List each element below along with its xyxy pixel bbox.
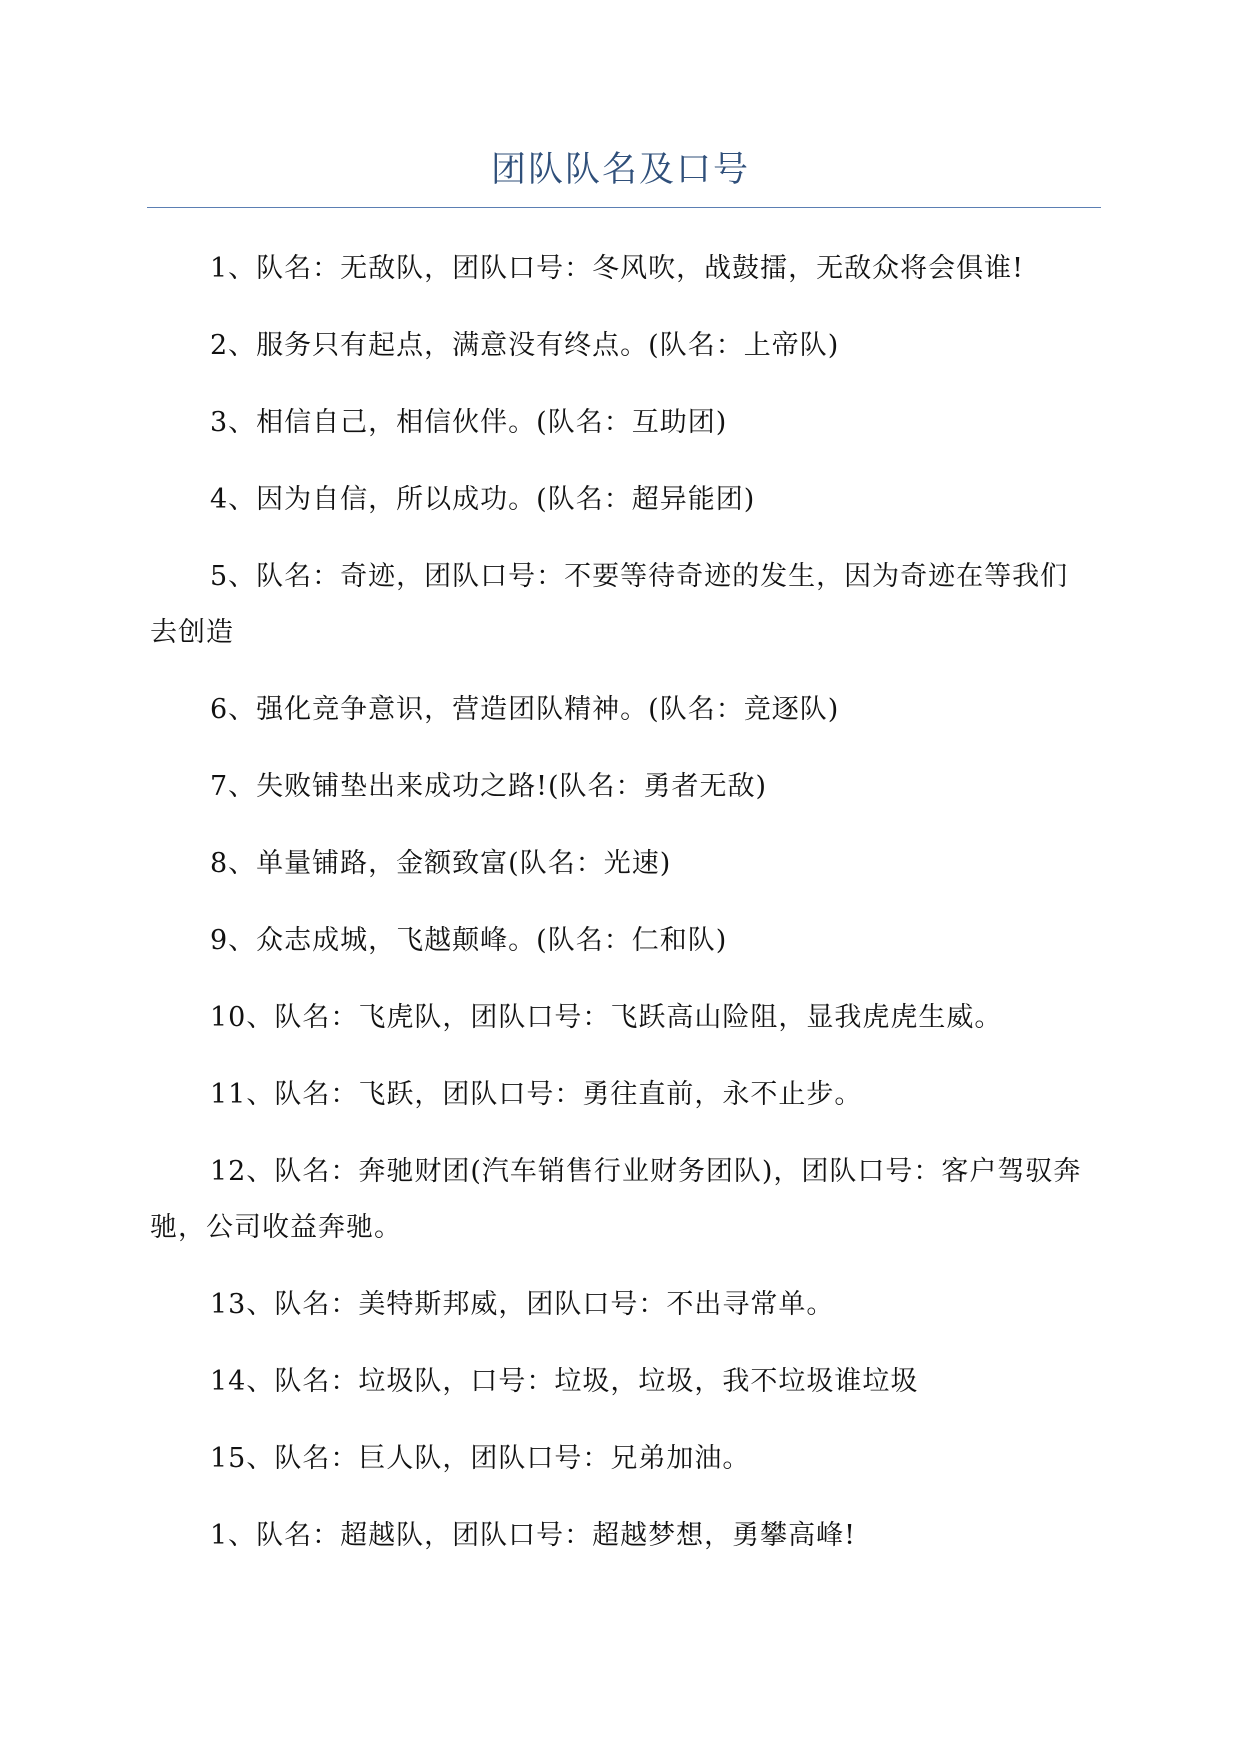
list-item: 2、服务只有起点，满意没有终点。(队名：上帝队) (210, 330, 840, 361)
list-item: 12、队名：奔驰财团(汽车销售行业财务团队)，团队口号：客户驾驭奔驰，公司收益奔驰。 (150, 1156, 1082, 1243)
list-item: 6、强化竞争意识，营造团队精神。(队名：竞逐队) (210, 694, 840, 725)
list-item: 14、队名：垃圾队，口号：垃圾，垃圾，我不垃圾谁垃圾 (210, 1366, 919, 1397)
list-item: 1、队名：无敌队，团队口号：冬风吹，战鼓擂，无敌众将会俱谁! (210, 253, 1025, 284)
document-title: 团队队名及口号 (490, 150, 750, 190)
list-item: 11、队名：飞跃，团队口号：勇往直前，永不止步。 (210, 1079, 863, 1110)
list-item: 15、队名：巨人队，团队口号：兄弟加油。 (210, 1443, 751, 1474)
title-underline (147, 207, 1101, 208)
list-item: 4、因为自信，所以成功。(队名：超异能团) (210, 484, 756, 515)
list-item: 7、失败铺垫出来成功之路!(队名：勇者无敌) (210, 771, 768, 802)
list-item: 1、队名：超越队，团队口号：超越梦想，勇攀高峰! (210, 1520, 857, 1551)
list-item: 9、众志成城，飞越颠峰。(队名：仁和队) (210, 925, 728, 956)
list-item: 5、队名：奇迹，团队口号：不要等待奇迹的发生，因为奇迹在等我们去创造 (150, 561, 1069, 648)
list-item: 10、队名：飞虎队，团队口号：飞跃高山险阻，显我虎虎生威。 (210, 1002, 1003, 1033)
list-item: 8、单量铺路，金额致富(队名：光速) (210, 848, 672, 879)
list-item: 3、相信自己，相信伙伴。(队名：互助团) (210, 407, 728, 438)
list-item: 13、队名：美特斯邦威，团队口号：不出寻常单。 (210, 1289, 835, 1320)
